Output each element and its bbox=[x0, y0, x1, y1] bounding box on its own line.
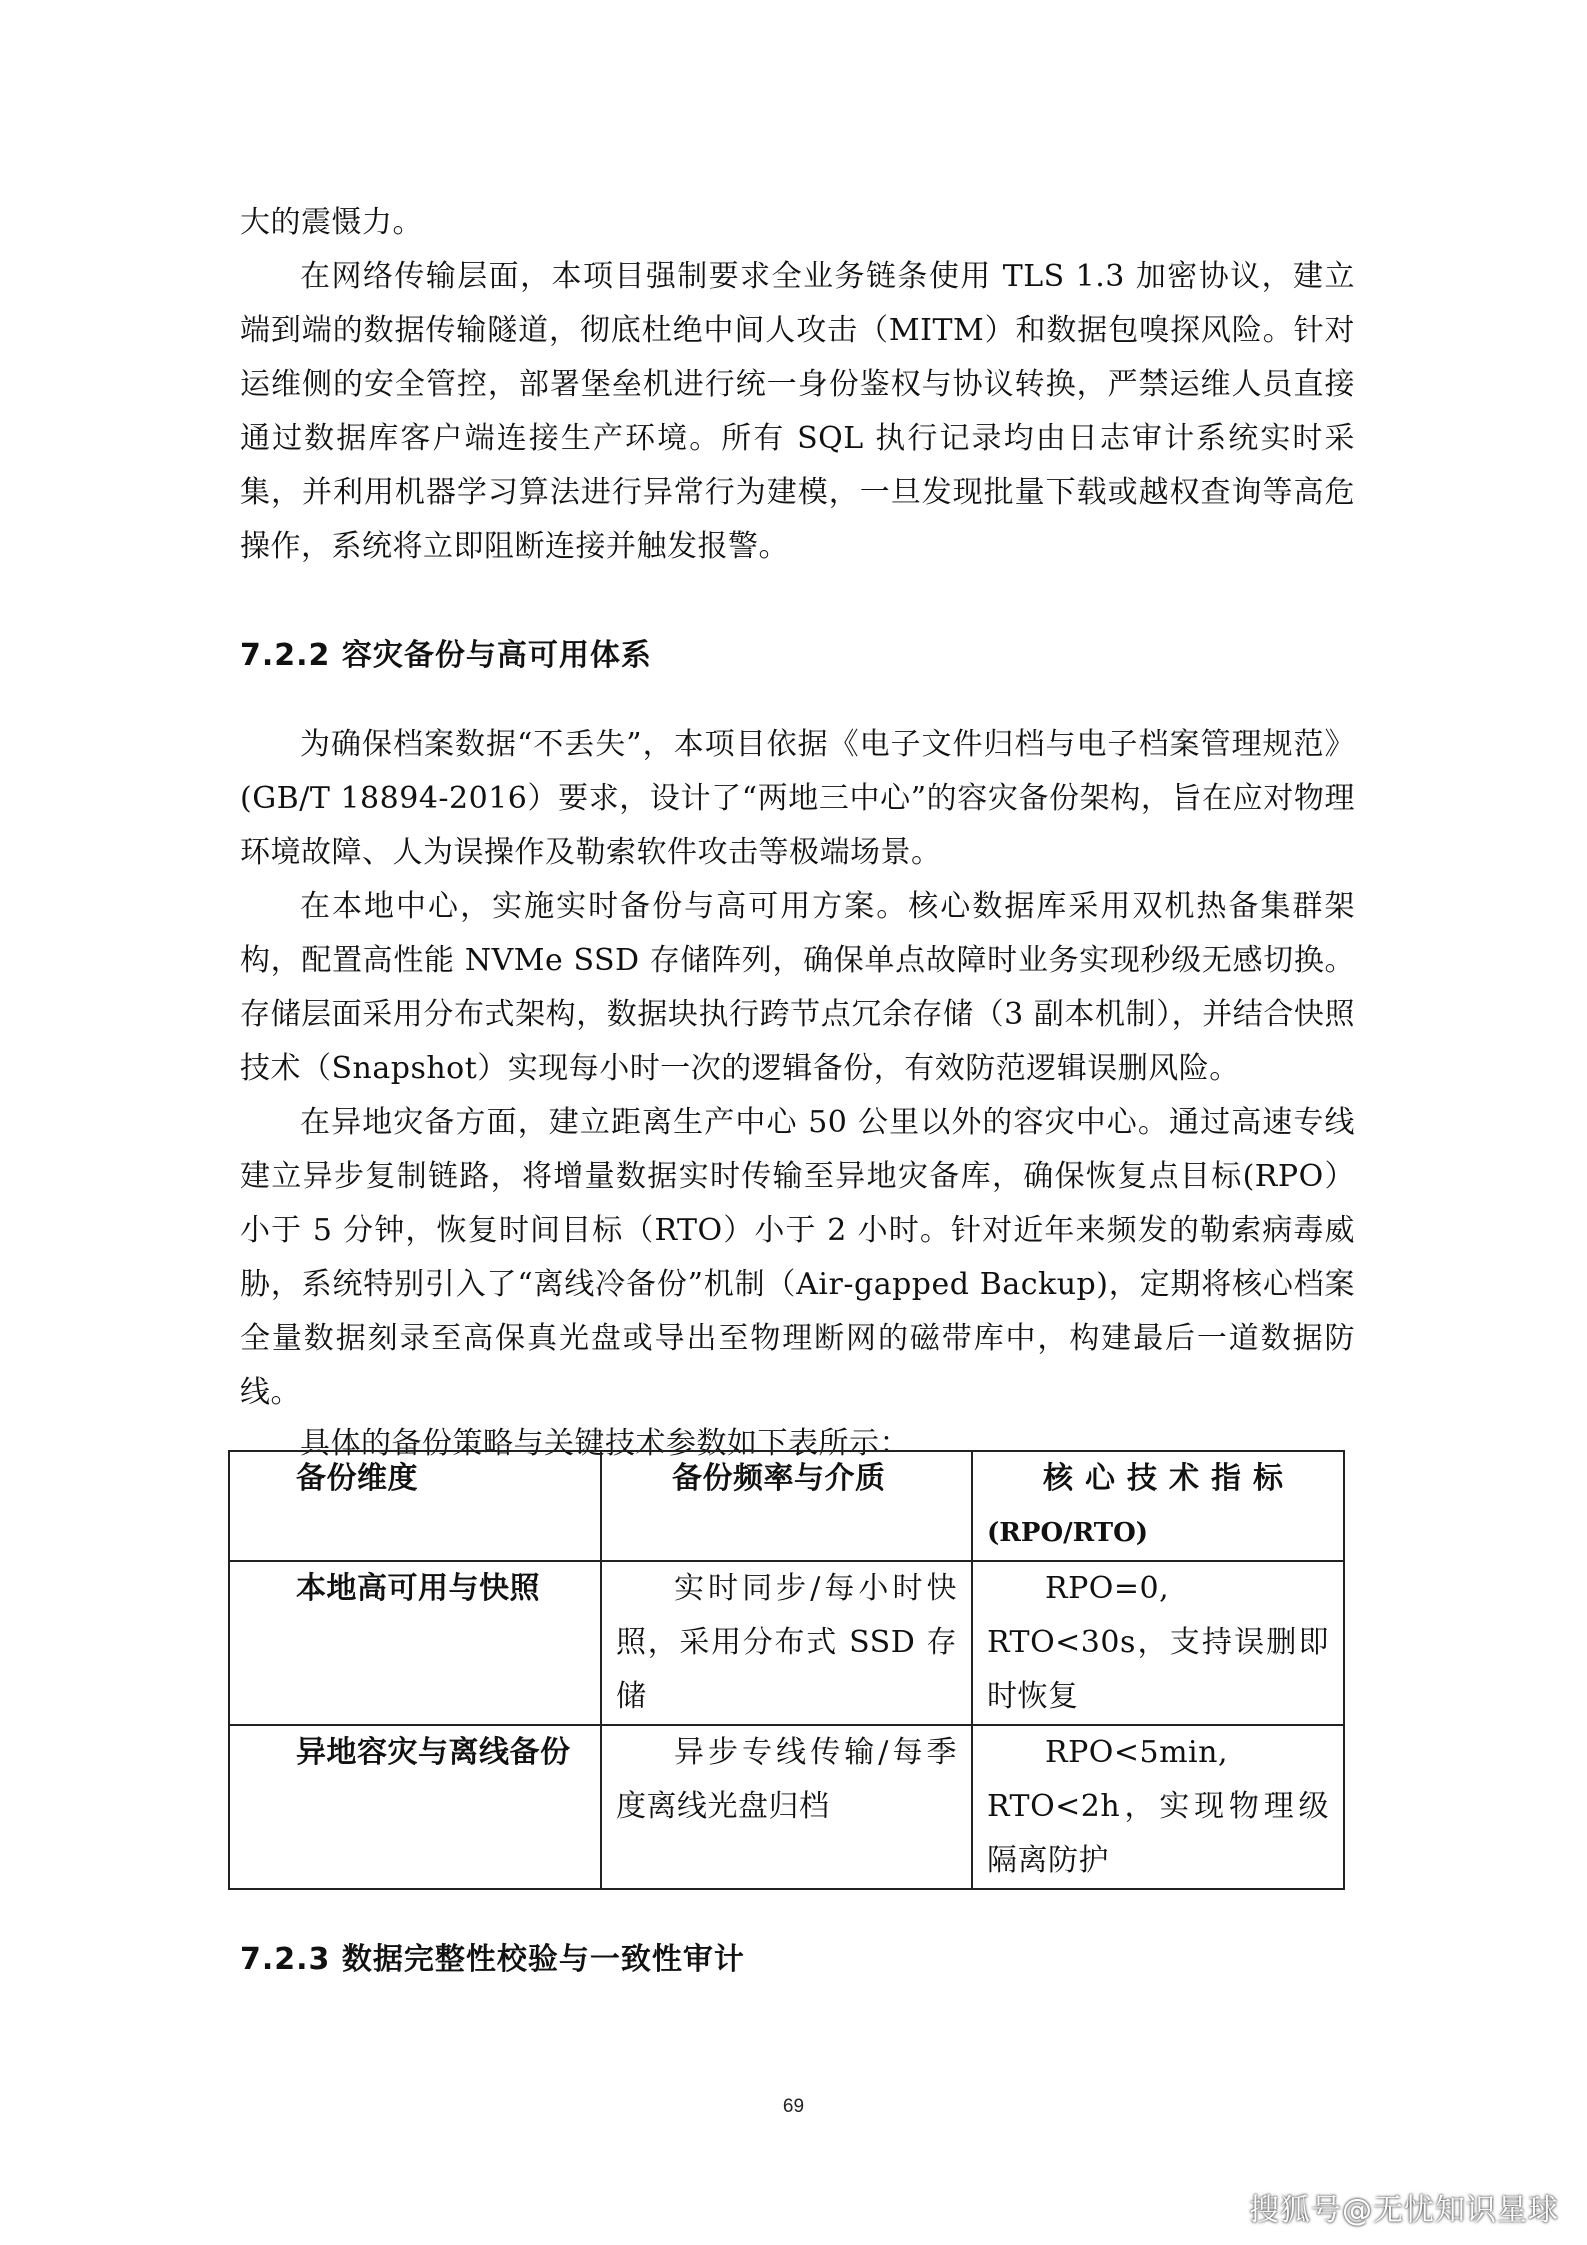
table-header-row bbox=[229, 1451, 1344, 1561]
watermark: 搜狐号@无忧知识星球 bbox=[1249, 2193, 1559, 2228]
paragraph-local-center: 在本地中心，实施实时备份与高可用方案。核心数据库采用双机热备集群架构，配置高性能 NVMe SSD 存储阵列，确保单点故障时业务实现秒级无感切换。存储层面采用分布式架构，数据块执行跨节点冗余存储（3 副本机制），并结合快照技术（Snapshot）实现每小时一次的逻辑备份，有效防范逻辑误删风险。 bbox=[240, 889, 1355, 1086]
table-cell-frequency: 异步专线传输/每季度离线光盘归档 bbox=[601, 1725, 972, 1889]
paragraph-remote-dr: 在异地灾备方面，建立距离生产中心 50 公里以外的容灾中心。通过高速专线建立异步复制链路，将增量数据实时传输至异地灾备库，确保恢复点目标(RPO）小于 5 分钟，恢复时间目标（RTO）小于 2 小时。针对近年来频发的勒索病毒威胁，系统特别引入了“离线冷备份”机制（Air-gapped Backup)，定期将核心档案全量数据刻录至高保真光盘或导出至物理断网的磁带库中，构建最后一道数据防线。 bbox=[240, 1105, 1355, 1410]
header-core-metrics-label: 核心技术指标 bbox=[1043, 1461, 1295, 1496]
table-cell-metrics: RPO=0, RTO<30s，支持误删即时恢复 bbox=[972, 1561, 1344, 1725]
paragraph-dr-intro: 为确保档案数据“不丢失”，本项目依据《电子文件归档与电子档案管理规范》(GB/T 18894-2016）要求，设计了“两地三中心”的容灾备份架构，旨在应对物理环境故障、人为误操作及勒索软件攻击等极端场景。 bbox=[240, 727, 1355, 870]
table-row bbox=[229, 1561, 1344, 1725]
header-frequency-medium: 备份频率与介质 bbox=[601, 1451, 972, 1561]
header-backup-dimension: 备份维度 bbox=[229, 1451, 601, 1561]
paragraph-network-security: 在网络传输层面，本项目强制要求全业务链条使用 TLS 1.3 加密协议，建立端到端的数据传输隧道，彻底杜绝中间人攻击（MITM）和数据包嗅探风险。针对运维侧的安全管控，部署堡垒机进行统一身份鉴权与协议转换，严禁运维人员直接通过数据库客户端连接生产环境。所有 SQL 执行记录均由日志审计系统实时采集，并利用机器学习算法进行异常行为建模，一旦发现批量下载或越权查询等高危操作，系统将立即阻断连接并触发报警。 bbox=[240, 259, 1355, 564]
table-cell-dimension: 本地高可用与快照 bbox=[229, 1561, 601, 1725]
table-caption: 具体的备份策略与关键技术参数如下表所示： bbox=[300, 1426, 910, 1461]
header-core-metrics-sub: (RPO/RTO) bbox=[987, 1518, 1149, 1548]
main-content bbox=[240, 196, 1355, 1468]
section-heading-7-2-2: 7.2.2 容灾备份与高可用体系 bbox=[240, 638, 652, 673]
table-row bbox=[229, 1725, 1344, 1889]
backup-strategy-table bbox=[228, 1450, 1345, 1890]
section-heading-7-2-3: 7.2.3 数据完整性校验与一致性审计 bbox=[240, 1942, 745, 1977]
table-cell-dimension: 异地容灾与离线备份 bbox=[229, 1725, 601, 1889]
paragraph-continuation: 大的震慑力。 bbox=[240, 205, 423, 240]
table-cell-metrics: RPO<5min, RTO<2h，实现物理级隔离防护 bbox=[972, 1725, 1344, 1889]
page-number: 69 bbox=[782, 2096, 805, 2117]
header-core-metrics bbox=[972, 1451, 1344, 1561]
table-cell-frequency: 实时同步/每小时快照，采用分布式 SSD 存储 bbox=[601, 1561, 972, 1725]
